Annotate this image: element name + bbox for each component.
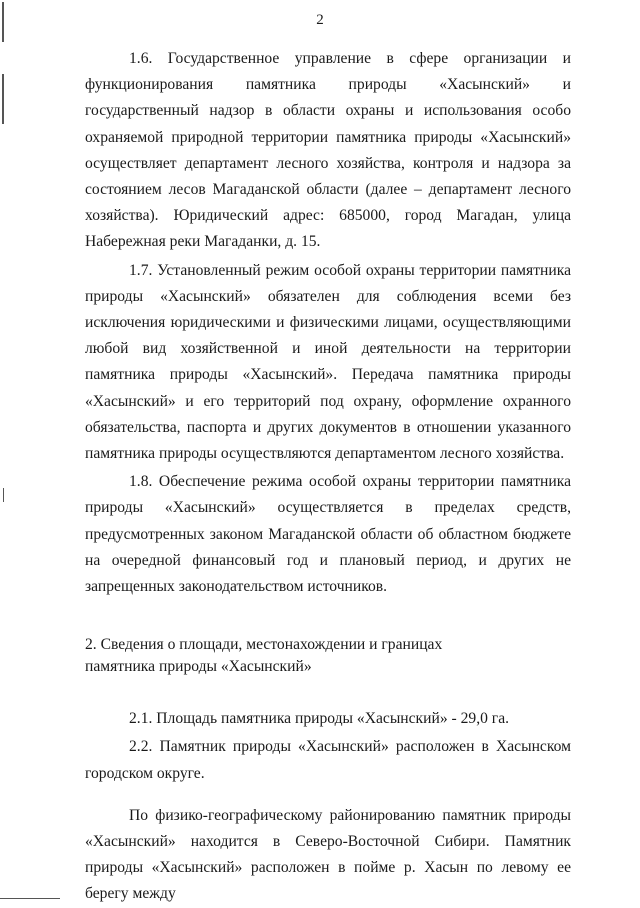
- paragraph-2-2-continued: По физико-географическому районированию памятник природы «Хасынский» находится в Северо-Восточной Сибири. Памятник природы «Хасынский» расположен в пойме р. Хасын по левому ее берегу между: [85, 806, 571, 903]
- document-body: [85, 46, 571, 908]
- paragraph-1-8: 1.8. Обеспечение режима особой охраны территории памятника природы «Хасынский» осуществляется в пределах средств, предусмотренных законом Магаданской области об областном бюджете на очередной финансовый год и плановый период, и других не запрещенных законодательством источников.: [85, 473, 571, 596]
- paragraph-1-7: 1.7. Установленный режим особой охраны территории памятника природы «Хасынский» обязателен для соблюдения всеми без исключения юридическими и физическими лицами, осуществляющими любой вид хозяйственной и иной деятельности на территории памятника природы «Хасынский». Передача памятника природы «Хасынский» и его территорий под охрану, оформление охранного обязательства, паспорта и других документов в отношении указанного памятника природы осуществляются департаментом лесного хозяйства.: [85, 261, 571, 463]
- paragraph-2-1: 2.1. Площадь памятника природы «Хасынский» - 29,0 га.: [129, 710, 510, 728]
- paragraph-1-6: 1.6. Государственное управление в сфере организации и функционирования памятника природы «Хасынский» и государственный надзор в области охраны и использования особо охраняемой природной территории памятника природы «Хасынский» осуществляет департамент лесного хозяйства, контроля и надзора за состоянием лесов Магаданской области (далее – департамент лесного хозяйства). Юридический адрес: 685000, город Магадан, улица Набережная реки Магаданки, д. 15.: [85, 50, 571, 251]
- page-number: 2: [316, 12, 324, 28]
- section-2-heading-line-1: 2. Сведения о площади, местонахождении и границах: [85, 636, 443, 654]
- section-2-heading: [85, 634, 571, 678]
- scan-edge-mark: [2, 74, 4, 124]
- scan-edge-mark: [0, 898, 60, 899]
- section-2-heading-line-2: памятника природы «Хасынский»: [85, 658, 312, 676]
- paragraph-2-2: 2.2. Памятник природы «Хасынский» расположен в Хасынском городском округе.: [85, 738, 571, 782]
- scan-edge-mark: [3, 488, 4, 502]
